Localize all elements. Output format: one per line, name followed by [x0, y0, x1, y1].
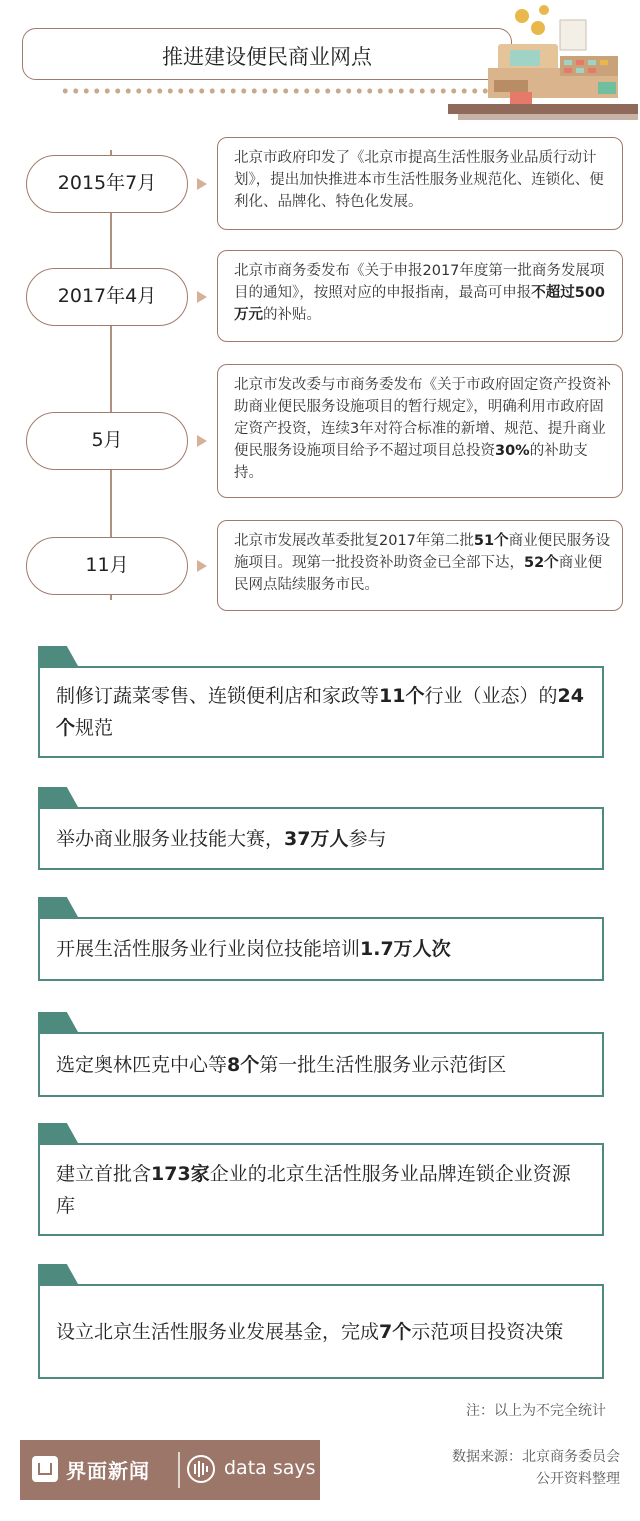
- card-tab: [38, 787, 78, 807]
- card-tab: [38, 1123, 78, 1143]
- source-line: 数据来源：北京商务委员会: [452, 1449, 620, 1465]
- data-source: [320, 1446, 620, 1496]
- card-body: [38, 1284, 604, 1379]
- event-text: 的补贴。: [263, 307, 321, 323]
- card-body: [38, 917, 604, 981]
- timeline-date: 2017年4月: [26, 268, 188, 326]
- footnote: 注：以上为不完全统计: [466, 1403, 606, 1419]
- timeline-date: 11月: [26, 537, 188, 595]
- event-highlight: 30%: [495, 443, 530, 459]
- arrow-right-icon: [197, 178, 207, 190]
- timeline-event: [217, 137, 623, 230]
- card-text: 开展生活性服务业行业岗位技能培训1.7万人次: [56, 938, 451, 960]
- cash-register-icon: [448, 4, 638, 122]
- event-text: 的补助支持。: [234, 443, 588, 481]
- event-highlight: 51个: [473, 533, 509, 549]
- card-tab: [38, 646, 78, 666]
- event-text: 商业便民服务设施项目。现第一批投资补助资金已全部下达，: [234, 533, 611, 571]
- card-tab: [38, 897, 78, 917]
- card-text: 举办商业服务业技能大赛，37万人参与: [56, 827, 387, 850]
- timeline-date: 2015年7月: [26, 155, 188, 213]
- event-text: 商业便民网点陆续服务市民。: [234, 555, 603, 593]
- event-text: 北京市发改委与市商务委发布《关于市政府固定资产投资补助商业便民服务设施项目的暂行规定》，明确利用市政府固定资产投资，连续3年对符合标准的新增、规范、提升商业便民服务设施项目给予不超过项目总投资: [234, 377, 611, 459]
- title-box: [22, 28, 512, 80]
- card-text: 制修订蔬菜零售、连锁便利店和家政等11个行业（业态）的24个规范: [56, 685, 584, 739]
- card-body: [38, 1032, 604, 1097]
- event-text: 北京市政府印发了《北京市提高生活性服务业品质行动计划》，提出加快推进本市生活性服务业规范化、连锁化、便利化、品牌化、特色化发展。: [234, 150, 604, 210]
- timeline-date: 5月: [26, 412, 188, 470]
- card-text: 设立北京生活性服务业发展基金，完成7个示范项目投资决策: [56, 1320, 564, 1343]
- card-text: 建立首批含173家企业的北京生活性服务业品牌连锁企业资源库: [56, 1162, 571, 1217]
- brand-name: 界面新闻: [66, 1459, 150, 1483]
- event-text: 北京市商务委发布《关于申报2017年度第一批商务发展项目的通知》，按照对应的申报指南，最高可申报: [234, 263, 605, 301]
- data-says-logo-icon: [186, 1454, 216, 1484]
- card-body: [38, 1143, 604, 1236]
- card-tab: [38, 1012, 78, 1032]
- card-body: [38, 666, 604, 758]
- brand-divider: [178, 1452, 180, 1488]
- page-title: 推进建设便民商业网点: [162, 45, 372, 69]
- event-highlight: 52个: [524, 555, 559, 571]
- timeline-event: [217, 364, 623, 498]
- arrow-right-icon: [197, 291, 207, 303]
- event-highlight: 不超过500万元: [234, 285, 606, 323]
- dotted-divider: [60, 87, 490, 95]
- timeline-event: [217, 520, 623, 611]
- card-body: [38, 807, 604, 870]
- brand-bar: [20, 1440, 320, 1500]
- timeline-line: [110, 150, 112, 600]
- card-tab: [38, 1264, 78, 1284]
- arrow-right-icon: [197, 560, 207, 572]
- footer: [20, 1440, 620, 1500]
- event-text: 北京市发展改革委批复2017年第二批: [234, 533, 474, 549]
- arrow-right-icon: [197, 435, 207, 447]
- source-line: 公开资料整理: [536, 1471, 620, 1487]
- jiemian-logo-icon: [32, 1456, 58, 1482]
- timeline-event: [217, 250, 623, 342]
- data-says-label: data says: [224, 1457, 316, 1479]
- card-text: 选定奥林匹克中心等8个第一批生活性服务业示范街区: [56, 1053, 507, 1076]
